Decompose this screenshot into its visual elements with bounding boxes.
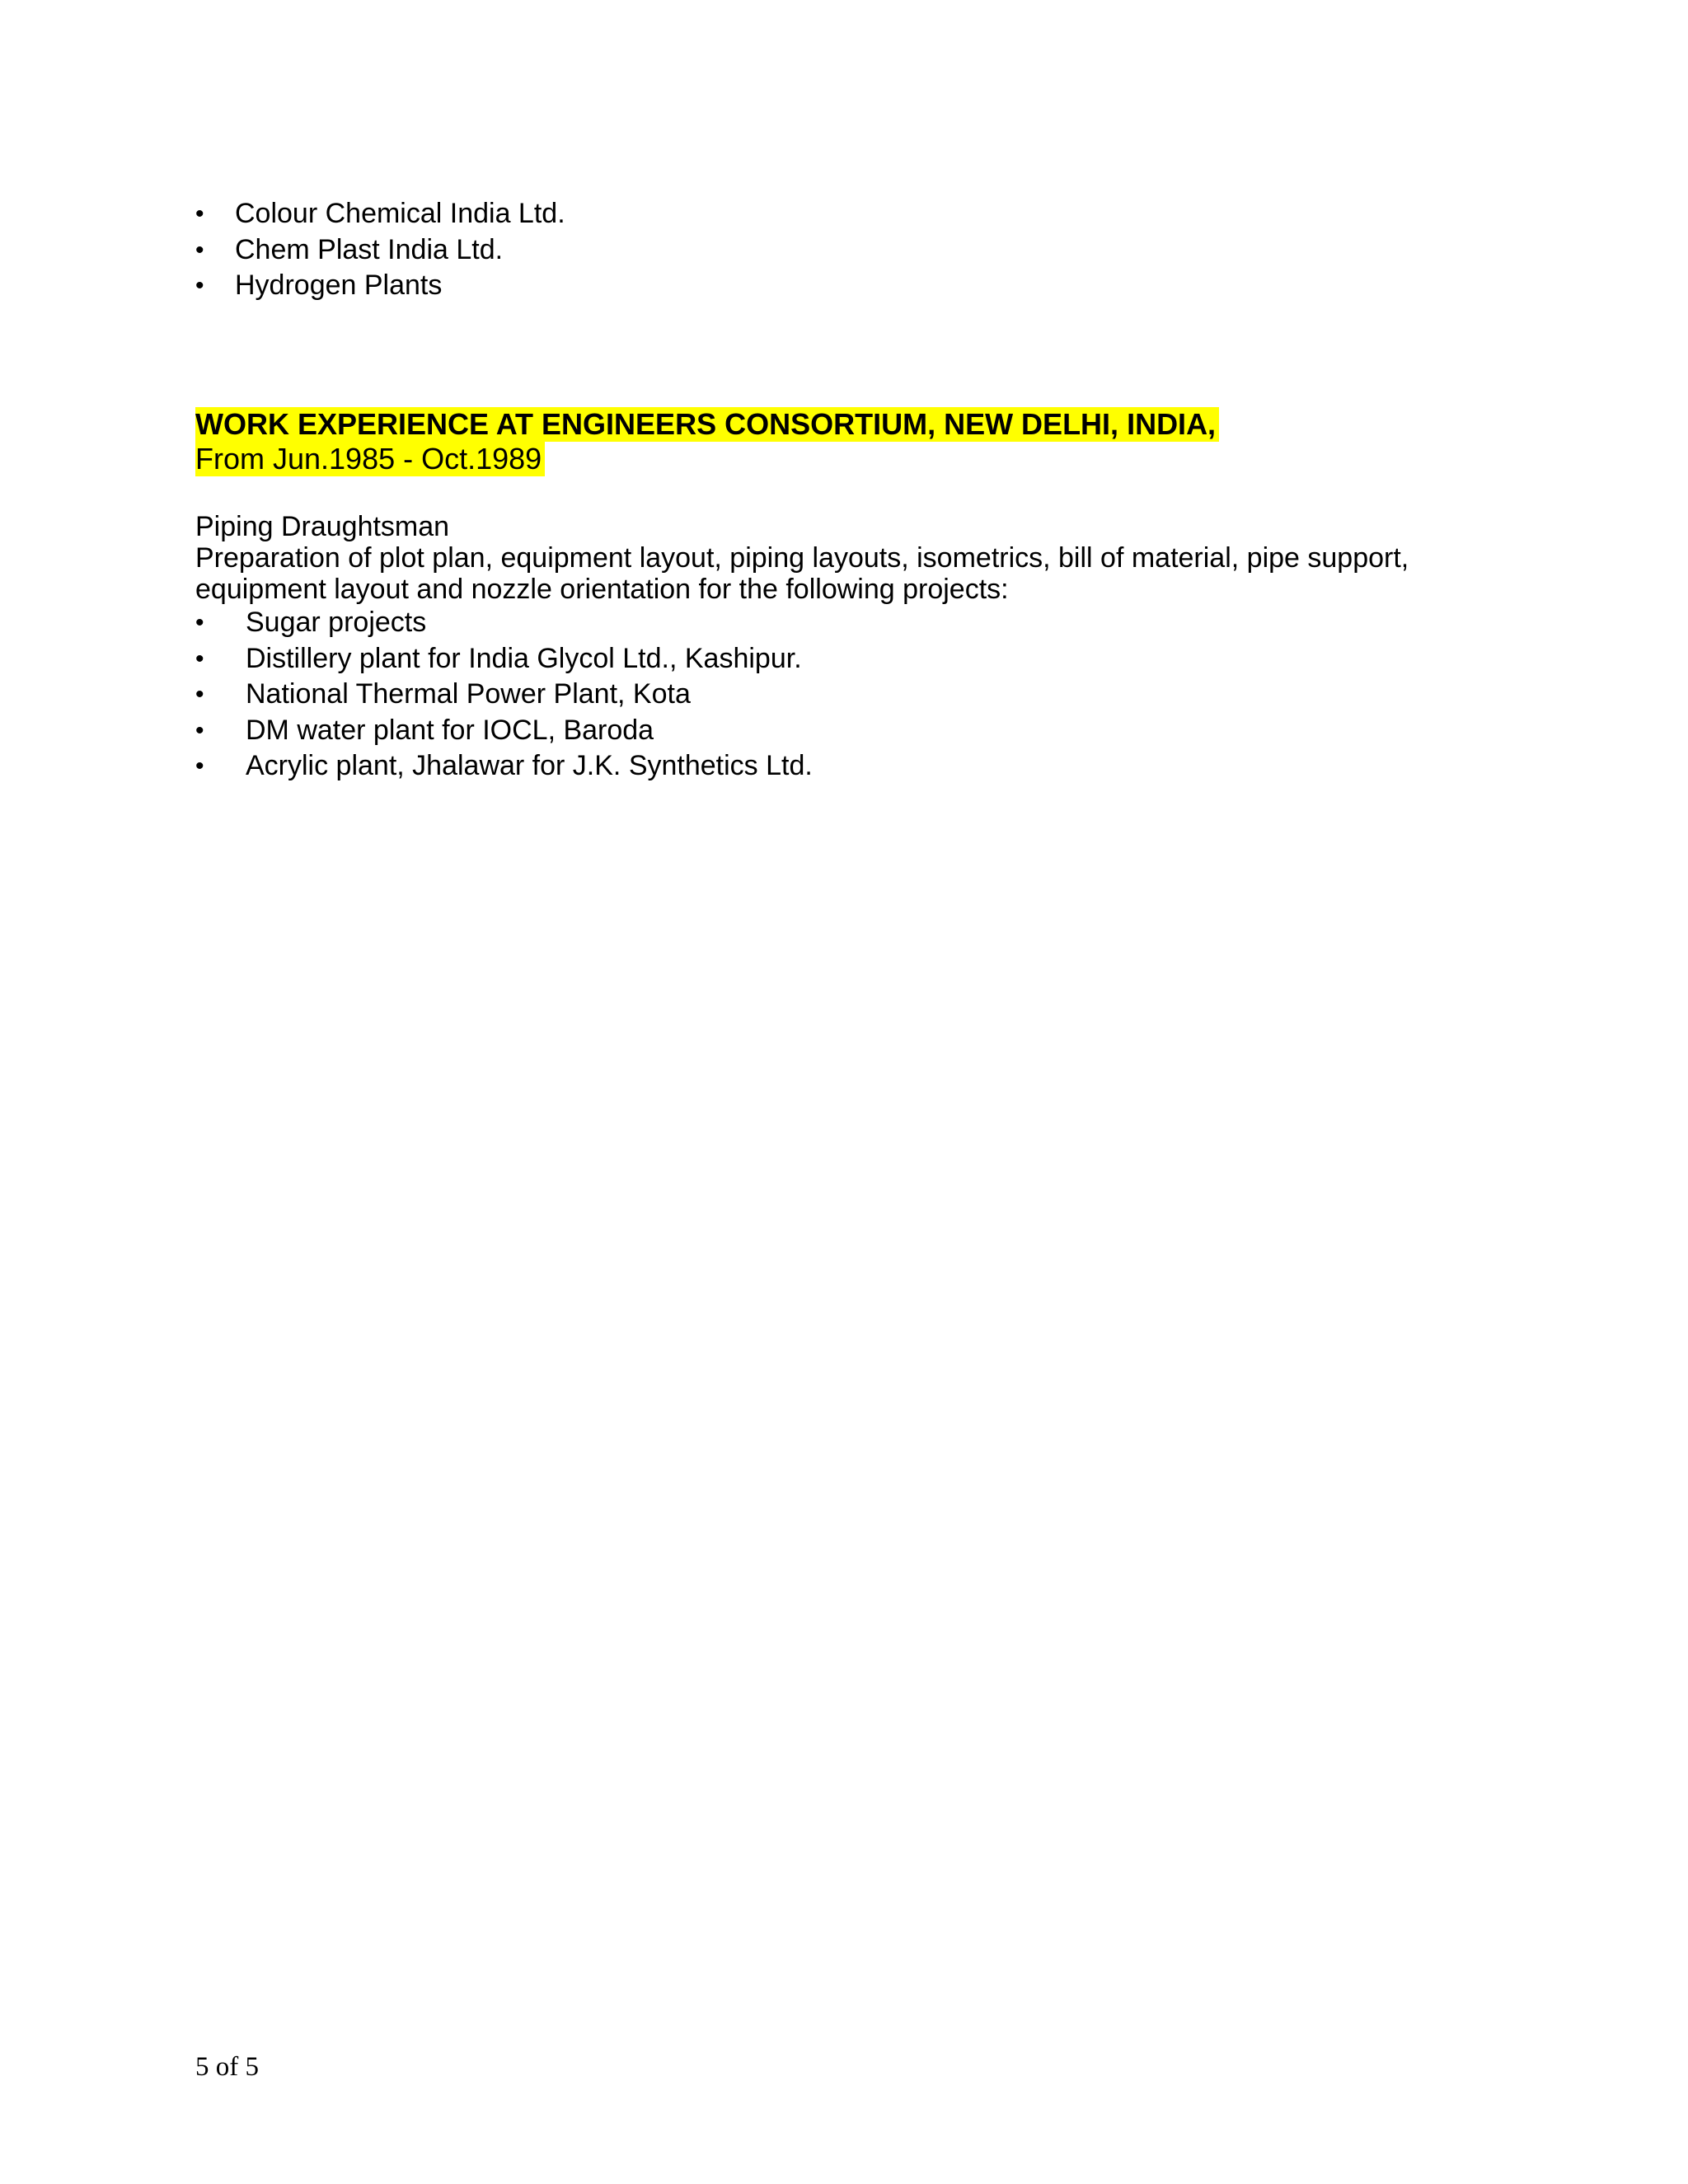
list-item-text: Sugar projects (246, 607, 427, 638)
page-number: 5 of 5 (195, 2052, 259, 2082)
bullet-icon: • (195, 681, 204, 708)
list-item (195, 677, 1547, 713)
project-list (195, 605, 1547, 785)
section-body (195, 511, 1547, 785)
list-item (195, 605, 1547, 641)
list-item (195, 232, 565, 269)
section-dates: From Jun.1985 - Oct.1989 (195, 442, 545, 476)
section-title: WORK EXPERIENCE AT ENGINEERS CONSORTIUM, NEW DELHI, INDIA, (195, 407, 1219, 442)
bullet-icon: • (195, 609, 204, 636)
list-item (195, 713, 1547, 749)
client-list (195, 196, 565, 304)
list-item-text: Colour Chemical India Ltd. (235, 198, 565, 229)
section-heading (195, 407, 1219, 476)
list-item (195, 268, 565, 304)
bullet-icon: • (195, 752, 204, 780)
job-role: Piping Draughtsman (195, 511, 450, 542)
bullet-icon: • (195, 644, 204, 673)
list-item (195, 748, 1547, 785)
bullet-icon: • (195, 716, 204, 744)
list-item (195, 196, 565, 232)
list-item-text: National Thermal Power Plant, Kota (246, 678, 691, 710)
job-description: Preparation of plot plan, equipment layout, piping layouts, isometrics, bill of material, pipe support, equipment layout and nozzle orientation for the following projects: (195, 542, 1409, 605)
list-item-text: Chem Plast India Ltd. (235, 233, 504, 265)
list-item-text: Acrylic plant, Jhalawar for J.K. Synthetics Ltd. (246, 750, 813, 781)
bullet-icon: • (195, 200, 204, 227)
list-item-text: Distillery plant for India Glycol Ltd., Kashipur. (246, 642, 802, 674)
bullet-icon: • (195, 272, 204, 299)
list-item (195, 641, 1547, 677)
list-item-text: DM water plant for IOCL, Baroda (246, 714, 654, 746)
bullet-icon: • (195, 236, 204, 264)
list-item-text: Hydrogen Plants (235, 269, 443, 301)
